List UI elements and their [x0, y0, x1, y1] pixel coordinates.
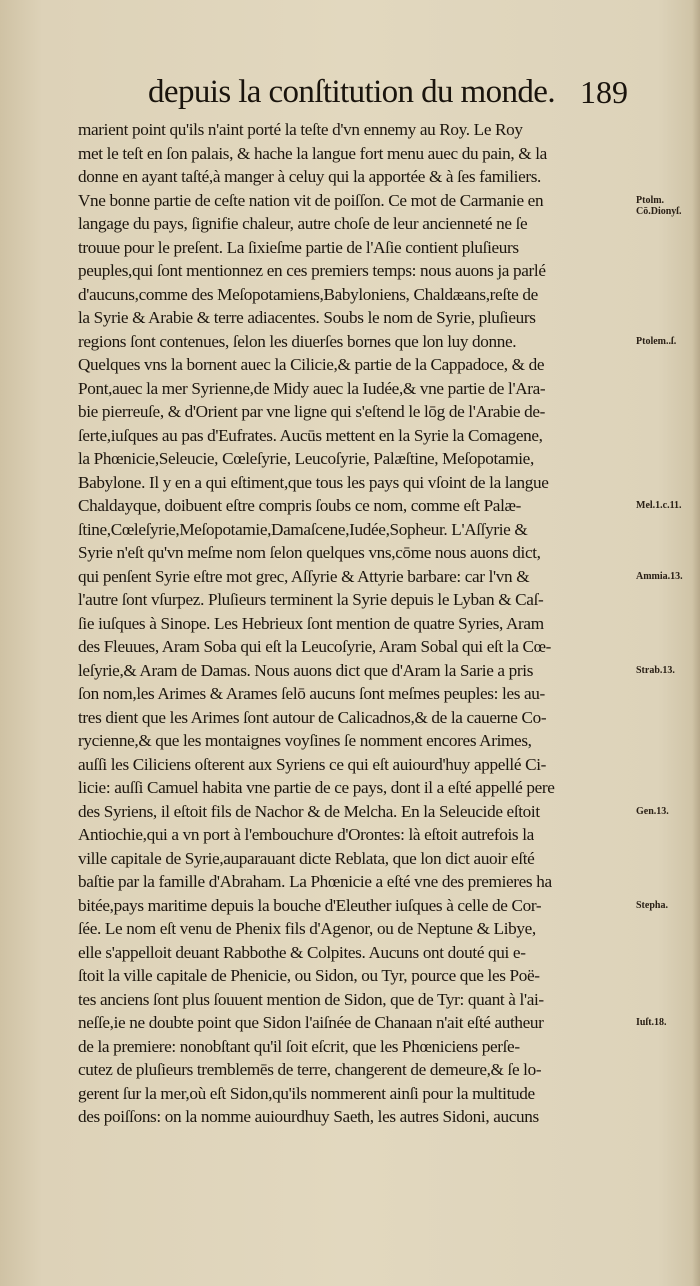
- text-line: gerent ſur la mer,où eſt Sidon,qu'ils nommerent ainſi pour la multitude: [78, 1083, 535, 1103]
- text-line: licie: auſſi Camuel habita vne partie de ce pays, dont il a eſté appellé pere: [78, 778, 555, 797]
- text-line: ville capitale de Syrie,auparauant dicte Reblata, que lon dict auoir eſté: [78, 848, 535, 868]
- text-line: la Syrie & Arabie & terre adiacentes. Soubs le nom de Syrie, pluſieurs: [78, 308, 536, 327]
- text-line: Syrie n'eſt qu'vn meſme nom ſelon quelques vns,cōme nous auons dict,: [78, 543, 541, 562]
- text-line: neſſe,ie ne doubte point que Sidon l'aiſnée de Chanaan n'ait eſté autheur: [78, 1013, 544, 1032]
- text-line: donne en ayant taſté,à manger à celuy qui la apportée & à ſes familiers.: [78, 167, 542, 186]
- margin-note: [636, 806, 700, 817]
- text-line: ſon nom,les Arimes & Arames ſelō aucuns ſont meſmes peuples: les au-: [78, 684, 545, 703]
- text-line: ſtoit la ville capitale de Phenicie, ou Sidon, ou Tyr, pource que les Poë-: [78, 966, 540, 985]
- margin-note-line: Stepha.: [636, 899, 668, 911]
- text-line: Babylone. Il y en a qui eſtiment,que tous les pays qui vſoint de la langue: [78, 472, 549, 492]
- text-line: tres dient que les Arimes ſont autour de Calicadnos,& de la cauerne Co-: [78, 707, 547, 727]
- text-line: Vne bonne partie de ceſte nation vit de poiſſon. Ce mot de Carmanie en: [78, 190, 544, 210]
- text-line: leſyrie,& Aram de Damas. Nous auons dict que d'Aram la Sarie a pris: [78, 660, 534, 680]
- text-line: de la premiere: nonobſtant qu'il ſoit eſcrit, que les Phœniciens perſe-: [78, 1036, 520, 1056]
- text-line: l'autre ſont vſurpez. Pluſieurs terminent la Syrie depuis le Lyban & Caſ-: [78, 590, 544, 609]
- text-line: met le teſt en ſon palais, & hache la langue fort menu auec du pain, & la: [78, 143, 547, 163]
- margin-note: [636, 1017, 700, 1028]
- margin-note-line: Mel.1.c.11.: [636, 500, 682, 511]
- text-line: Chaldayque, doibuent eſtre compris ſoubs ce nom, comme eſt Palæ-: [78, 496, 521, 515]
- text-line: qui penſent Syrie eſtre mot grec, Aſſyrie & Attyrie barbare: car l'vn &: [78, 566, 530, 586]
- margin-note-line: Gen.13.: [636, 805, 669, 817]
- text-line: ſtine,Cœleſyrie,Meſopotamie,Damaſcene,Iudée,Sopheur. L'Aſſyrie &: [78, 519, 528, 539]
- margin-note-line: Iuſt.18.: [636, 1017, 667, 1028]
- running-title: depuis la conſtitution du monde.: [148, 74, 555, 110]
- margin-note-line: Ammia.13.: [636, 570, 683, 582]
- text-line: langage du pays, ſignifie chaleur, autre choſe de leur ancienneté ne ſe: [78, 214, 528, 233]
- text-line: des Fleuues, Aram Soba qui eſt la Leucoſyrie, Aram Sobal qui eſt la Cœ-: [78, 637, 552, 656]
- margin-note-line: Strab.13.: [636, 664, 675, 676]
- margin-note: [636, 195, 700, 217]
- margin-note-line: Ptolm.: [636, 194, 665, 206]
- text-line: trouue pour le preſent. La ſixieſme partie de l'Aſie contient pluſieurs: [78, 237, 519, 257]
- body-text: [78, 118, 634, 1129]
- text-line: la Phœnicie,Seleucie, Cœleſyrie, Leucoſyrie, Palæſtine, Meſopotamie,: [78, 449, 534, 468]
- text-line: elle s'appelloit deuant Rabbothe & Colpites. Aucuns ont douté qui e-: [78, 942, 526, 962]
- page-edge-shadow: [692, 0, 700, 1286]
- margin-note: [636, 500, 700, 511]
- margin-notes: [636, 0, 700, 1286]
- text-line: Pont,auec la mer Syrienne,de Midy auec la Iudée,& vne partie de l'Ara-: [78, 378, 546, 398]
- margin-note-line: Ptolem..ſ.: [636, 335, 677, 347]
- text-line: peuples,qui ſont mentionnez en ces premiers temps: nous auons ja parlé: [78, 261, 546, 280]
- text-line: auſſi les Ciliciens oſterent aux Syriens ce qui eſt auiourd'huy appellé Ci-: [78, 754, 547, 774]
- margin-note: [636, 665, 700, 676]
- text-line: baſtie par la famille d'Abraham. La Phœnicie a eſté vne des premieres ha: [78, 872, 552, 891]
- margin-note: [636, 900, 700, 911]
- text-line: ſée. Le nom eſt venu de Phenix fils d'Agenor, ou de Neptune & Libye,: [78, 919, 536, 938]
- text-line: ſerte,iuſques au pas d'Eufrates. Aucūs mettent en la Syrie la Comagene,: [78, 425, 543, 445]
- text-line: cutez de pluſieurs tremblemēs de terre, changerent de demeure,& ſe lo-: [78, 1060, 542, 1079]
- text-line: tes anciens ſont plus ſouuent mention de Sidon, que de Tyr: quant à l'ai-: [78, 989, 544, 1009]
- text-line: regions ſont contenues, ſelon les diuerſes bornes que lon luy donne.: [78, 331, 517, 351]
- text-line: des poiſſons: on la nomme auiourdhuy Saeth, les autres Sidoni, aucuns: [78, 1107, 539, 1126]
- text-line: bie pierreuſe, & d'Orient par vne ligne qui s'eſtend le lōg de l'Arabie de-: [78, 402, 545, 421]
- text-line: bitée,pays maritime depuis la bouche d'Eleuther iuſques à celle de Cor-: [78, 895, 542, 915]
- text-line: Quelques vns la bornent auec la Cilicie,& partie de la Cappadoce, & de: [78, 355, 545, 374]
- margin-note: [636, 571, 700, 582]
- text-line: ſie iuſques à Sinope. Les Hebrieux ſont mention de quatre Syries, Aram: [78, 613, 544, 633]
- text-line: marient point qu'ils n'aint porté la teſte d'vn ennemy au Roy. Le Roy: [78, 120, 523, 139]
- text-line: Antiochie,qui a vn port à l'embouchure d'Orontes: là eſtoit autrefois la: [78, 825, 534, 844]
- page-number: 189: [580, 74, 628, 110]
- text-line: rycienne,& que les montaignes voyſines ſe nomment encores Arimes,: [78, 731, 532, 750]
- text-line: des Syriens, il eſtoit fils de Nachor & de Melcha. En la Seleucide eſtoit: [78, 801, 540, 821]
- margin-note-line: Cō.Dionyſ.: [636, 205, 682, 217]
- margin-note: [636, 336, 700, 347]
- text-line: d'aucuns,comme des Meſopotamiens,Babyloniens, Chaldæans,reſte de: [78, 284, 538, 304]
- page-header: [148, 74, 638, 124]
